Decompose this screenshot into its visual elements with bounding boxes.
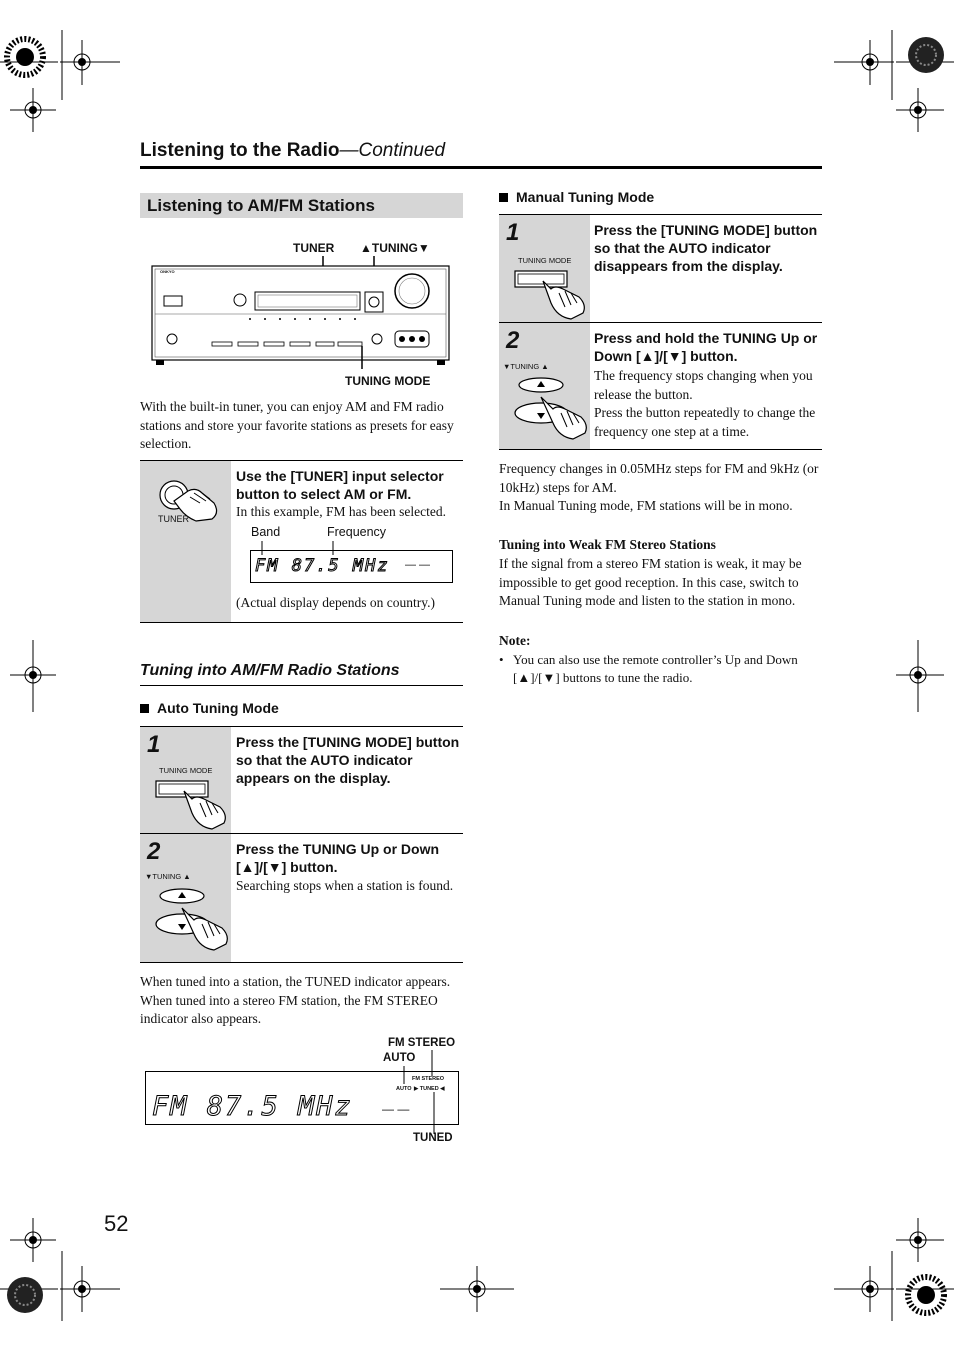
section-title: Listening to AM/FM Stations	[147, 196, 375, 215]
auto-step-2-heading: Press the TUNING Up or Down [▲]/[▼] button.	[236, 841, 440, 875]
page-header	[140, 140, 445, 162]
manual-step-2-icon-panel	[499, 323, 590, 449]
manual-mode-label	[499, 189, 654, 205]
tuning-mode-button-icon	[154, 777, 230, 833]
tuning-section-rule	[140, 685, 463, 686]
page-number: 52	[104, 1211, 129, 1236]
mono-text: In Manual Tuning mode, FM stations will be in mono.	[499, 498, 793, 513]
auto-step-2	[140, 833, 463, 963]
manual-step-1-icon-panel	[499, 215, 590, 323]
manual-step-2-body-1: The frequency stops changing when you release the button.	[594, 368, 813, 402]
note-item: You can also use the remote controller’s Up and Down [▲]/[▼] buttons to tune the radio.	[513, 652, 798, 685]
tuner-icon-label: TUNER	[158, 514, 189, 524]
auto-step-1-icon-label: TUNING MODE	[159, 766, 213, 775]
auto-step-1-num: 1	[147, 731, 161, 758]
header-title: Listening to the Radio	[140, 140, 340, 161]
auto-step-2-body: Searching stops when a station is found.	[236, 878, 454, 893]
tuner-step-body: In this example, FM has been selected.	[236, 504, 446, 519]
manual-step-1-heading: Press the [TUNING MODE] button so that the AUTO indicator disappears from the display.	[594, 222, 818, 274]
header-continued: —Continued	[339, 140, 446, 161]
label-tuned: TUNED	[413, 1132, 453, 1144]
big-display-text: FM 87.5 MHz	[152, 1091, 353, 1122]
note-title: Note:	[499, 633, 531, 648]
manual-step-1-icon-label: TUNING MODE	[518, 256, 572, 265]
auto-step-2-icon-panel	[140, 834, 231, 962]
tuning-section-title: Tuning into AM/FM Radio Stations	[140, 662, 400, 679]
manual-step-2-icon-label: ▼TUNING ▲	[503, 362, 549, 371]
manual-step-2-body-2: Press the button repeatedly to change the frequency one step at a time.	[594, 405, 816, 439]
tuner-display-text: FM 87.5 MHz	[255, 556, 390, 576]
label-tuning-mode: TUNING MODE	[345, 374, 431, 388]
auto-step-1-heading: Press the [TUNING MODE] button so that the AUTO indicator appears on the display.	[236, 734, 460, 786]
tuning-mode-button-icon	[513, 267, 589, 323]
weak-stations-body: If the signal from a stereo FM station is weak, it may be impossible to get good reception. In this case, switch to Manual Tuning mode and listen to the station in mono.	[499, 556, 802, 608]
auto-mode-label-text: Auto Tuning Mode	[157, 700, 279, 716]
indicator-fm-stereo: FM STEREO	[412, 1076, 445, 1082]
label-fm-stereo: FM STEREO	[388, 1037, 456, 1049]
auto-step-2-icon-label: ▼TUNING ▲	[145, 872, 191, 881]
tuning-up-down-icon	[154, 884, 230, 956]
manual-step-2-heading: Press and hold the TUNING Up or Down [▲]/[▼] button.	[594, 330, 818, 364]
intro-text: With the built-in tuner, you can enjoy AM and FM radio stations and store your favorite stations as presets for easy selection.	[140, 399, 454, 451]
label-tuner: TUNER	[293, 241, 335, 255]
label-auto: AUTO	[383, 1052, 416, 1064]
label-band: Band	[251, 525, 281, 539]
panel-brand: ONKYO	[160, 269, 175, 274]
tuner-step-icon-panel	[140, 461, 231, 622]
manual-step-1	[499, 214, 822, 323]
manual-mode-label-text: Manual Tuning Mode	[516, 189, 655, 205]
auto-step-2-num: 2	[147, 838, 161, 865]
tuner-display	[250, 550, 453, 583]
auto-step-1	[140, 726, 463, 834]
label-tuning: ▲TUNING▼	[360, 241, 430, 255]
big-display	[145, 1071, 459, 1125]
tuned-text: When tuned into a station, the TUNED indicator appears. When tuned into a stereo FM station, the FM STEREO indicator also appears.	[140, 974, 451, 1026]
label-frequency: Frequency	[327, 525, 387, 539]
note-bullet: •	[499, 652, 504, 667]
tuning-up-down-icon	[513, 373, 589, 445]
frequency-steps-text: Frequency changes in 0.05MHz steps for FM and 9kHz (or 10kHz) steps for AM.	[499, 461, 819, 495]
square-bullet-icon	[140, 704, 149, 713]
section-title-box	[140, 193, 463, 218]
manual-step-2	[499, 322, 822, 450]
tuner-step	[140, 460, 463, 623]
manual-step-2-num: 2	[506, 327, 520, 354]
auto-mode-label	[140, 700, 279, 716]
tuner-display-dashes: — —	[405, 559, 431, 571]
auto-step-1-icon-panel	[140, 727, 231, 834]
indicator-auto: AUTO	[396, 1086, 412, 1092]
header-rule	[140, 166, 822, 169]
receiver-panel-illustration	[150, 254, 452, 374]
square-bullet-icon	[499, 193, 508, 202]
big-display-dashes: — —	[382, 1102, 410, 1116]
indicator-tuned: ▶ TUNED ◀	[414, 1086, 445, 1092]
weak-stations-title: Tuning into Weak FM Stereo Stations	[499, 537, 716, 552]
tuner-step-note: (Actual display depends on country.)	[236, 595, 435, 610]
tuner-step-heading: Use the [TUNER] input selector button to select AM or FM.	[236, 468, 444, 502]
manual-step-1-num: 1	[506, 219, 520, 246]
